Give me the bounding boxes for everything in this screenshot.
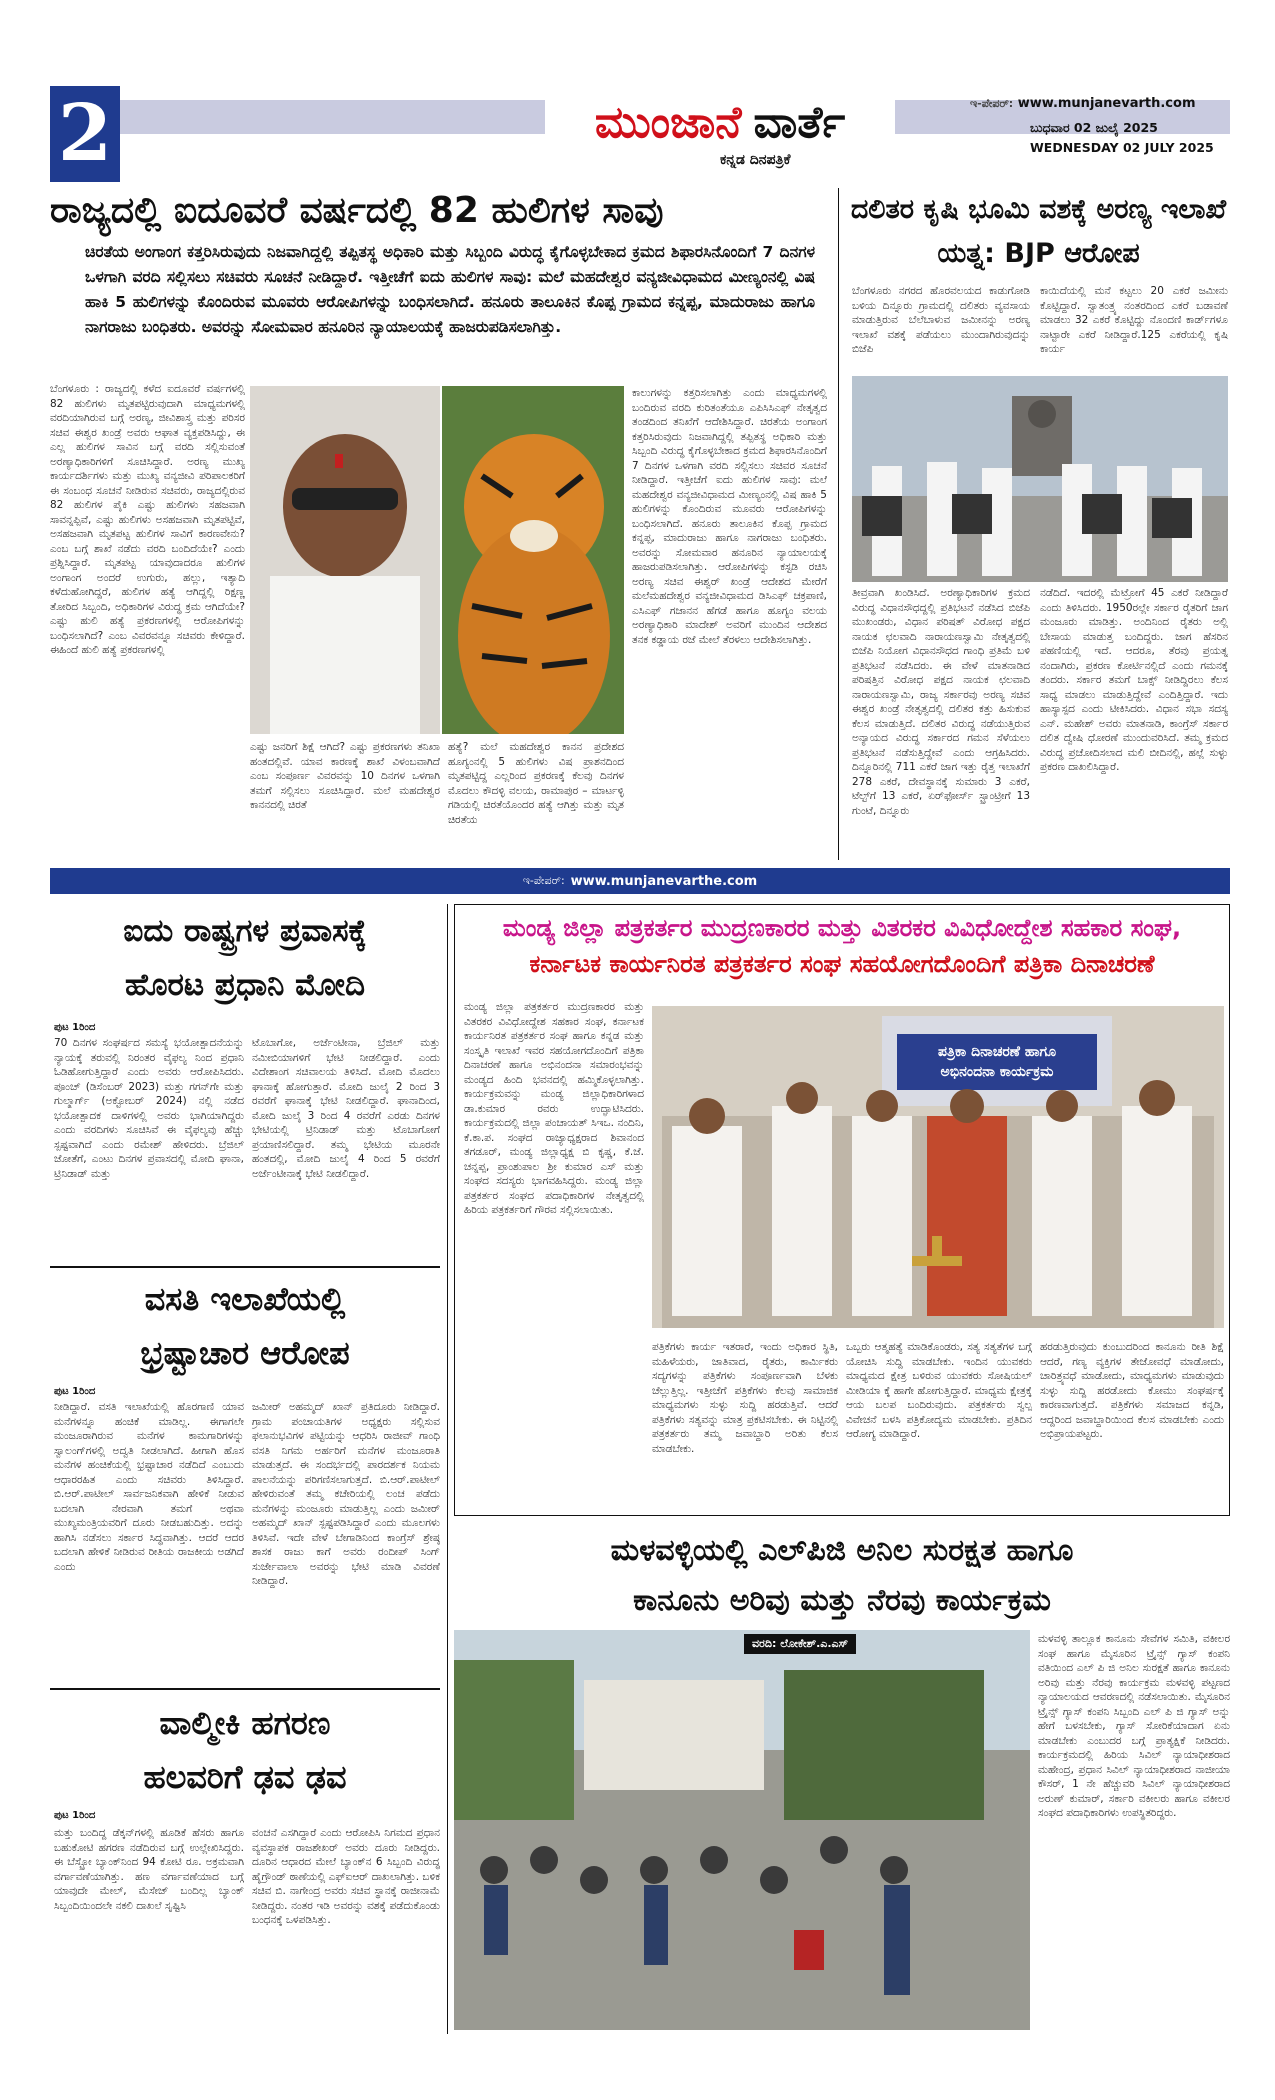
press-body-col-b: ಒಬ್ಬರು ಆತ್ಮಹತ್ಯೆ ಮಾಡಿಕೊಂಡರು, ಸತ್ಯ ಸತ್ಯತೆಗಳ ಬಗ್ಗೆ ಯೋಚಿಸಿ ಸುದ್ದಿ ಮಾಡಬೇಕು. ಇಂದಿನ ಯುವಕರು ಮಾಧ್ಯಮದ ಕ್ಷೇತ್ರ ಬಳಿರುವ ಯುವಕರು ಸೋಷಿಯಲ್ ಮೀಡಿಯಾ ಕ್ಕೆ ಹಾಗೇ ಹೋಗುತ್ತಿದ್ದಾರೆ. ಮಾಧ್ಯಮ ಕ್ಷೇತ್ರಕ್ಕೆ ಆಯ ಬಲಪ ಬಂದಿರುವುದು. ಪತ್ರಕರ್ತರು ಸ್ವಲ್ಪ ವಿವೇಚನೆ ಬಳಸಿ ಪತ್ರಿಕೋದ್ಯಮ ಮಾಡಬೇಕು. ಪ್ರತಿದಿನ ಆರೋಗ್ಯ ಮಾಡಿದ್ದಾರೆ.	[846, 1341, 1032, 1440]
rule-modi-bottom	[50, 1266, 440, 1268]
masthead-title	[545, 92, 895, 152]
press-headline-line2: ಕರ್ನಾಟಕ ಕಾರ್ಯನಿರತ ಪತ್ರಕರ್ತರ ಸಂಘ ಸಹಯೋಗದೊಂದಿಗೆ ಪತ್ರಿಕಾ ದಿನಾಚರಣೆ	[529, 950, 1155, 978]
modi-headline-line2: ಹೊರಟ ಪ್ರಧಾನಿ ಮೋದಿ	[124, 967, 366, 1003]
hostel-body-col1: ನೀಡಿದ್ದಾರೆ. ವಸತಿ ಇಲಾಖೆಯಲ್ಲಿ ಹೊರಗಾಣಿ ಯಾವ ಮನೆಗಳನ್ನೂ ಹಂಚಿಕೆ ಮಾಡಿಲ್ಲ. ಈಗಾಗಲೇ ಮಂಜೂರಾಗಿರುವ ಮನೆಗಳ ಕಾಮಗಾರಿಗಳನ್ನು ಸ್ವಾಲಂಗ್‌ಗಳಲ್ಲಿ ಅದ್ವತಿ ನೀಡಲಾಗಿದೆ. ಹೀಗಾಗಿ ಹೊಸ ಮನೆಗಳ ಹಂಚಿಕೆಯಲ್ಲಿ ಭ್ರಷ್ಟಾಚಾರ ನಡೆದಿದೆ ಎಂಬುದು ಆಧಾರರಹಿತ ಎಂದು ಸಚಿವರು ತಿಳಿಸಿದ್ದಾರೆ. ಬಿ.ಆರ್.ಪಾಟೀಲ್ ಸಾರ್ವಜನಿಕವಾಗಿ ಹೇಳಿಕೆ ನೀಡುವ ಬದಲಾಗಿ ನೇರವಾಗಿ ತಮಗೆ ಅಥವಾ ಮುಖ್ಯಮಂತ್ರಿಯವರಿಗೆ ದೂರು ನೀಡಬಹುದಿತ್ತು. ಅದನ್ನು ಹಾಗಿಸಿ ನಡೆಸಲು ಸರ್ಕಾರ ಸಿದ್ಧವಾಗಿತ್ತು. ಆದರೆ ಆದರ ಬದಲಾಗಿ ಹೇಳಿಕೆ ನೀಡಿರುವ ರೀತಿಯ ರಾಜಕೀಯ ಅಡಗಿದೆ ಎಂದು	[54, 1401, 244, 1573]
lpg-reporter-label: ವರದಿ: ಲೋಕೇಶ್.ಎ.ಎಸ್	[744, 1634, 856, 1654]
date-english: WEDNESDAY 02 JULY 2025	[1030, 140, 1214, 155]
lpg-headline	[454, 1526, 1230, 1626]
press-body-col-c: ಹರಡುತ್ತಿರುವುದು ಕುಂಬುದರಿಂದ ಕಾನೂನು ರೀತಿ ಶಿಕ್ಷೆ ಆದರೆ, ಗಣ್ಯ ವ್ಯಕ್ತಿಗಳ ತೇಜೋವಧೆ ಮಾಡೋದು, ಚಾರಿತ್ರ್ಯವಧೆ ಮಾಡೋದು, ಮಾಧ್ಯಮಗಳು ಮಾಡುವುದು ಸುಳ್ಳು ಸುದ್ದಿ ಹರಡೋದು ಕೋಮು ಸಂಘರ್ಷಕ್ಕೆ ಕಾರಣವಾಗುತ್ತದೆ. ಪತ್ರಿಕೆಗಳು ಸಮಾಜದ ಕನ್ನಡಿ, ಆದ್ದರಿಂದ ಜವಾಬ್ದಾರಿಯಿಂದ ಕೆಲಸ ಮಾಡಬೇಕು ಎಂದು ಅಭಿಪ್ರಾಯಪಟ್ಟರು.	[1040, 1341, 1224, 1440]
masthead-title-part1: ಮುಂಜಾನೆ	[594, 96, 742, 148]
hostel-headline	[50, 1272, 440, 1380]
modi-body-col1: 70 ದಿನಗಳ ಸಂಘರ್ಷದ ಸಮಸ್ಯೆ ಭಯೋತ್ಪಾದನೆಯನ್ನು ನ್ಯಾಯಕ್ಕೆ ತರುವಲ್ಲಿ ನಿರಂತರ ವೈಫಲ್ಯ ನಿಂದ ಪ್ರಧಾನಿ ಓಡಿಹೋಗುತ್ತಿದ್ದಾರೆ ಎಂದು ಅವರು ಆರೋಪಿಸಿದರು. ಪೂಂಚ್ (ಡಿಸೆಂಬರ್ 2023) ಮತ್ತು ಗಗನ್‌ಗೇ ಮತ್ತು ಗುಲ್ಮಾರ್ಗ್ (ಅಕ್ಟೋಬರ್ 2024) ನಲ್ಲಿ ನಡೆದ ಭಯೋತ್ಪಾದಕ ದಾಳಿಗಳಲ್ಲಿ ಅವರು ಭಾಗಿಯಾಗಿದ್ದರು ಎಂದು ವರದಿಗಳು ಸೂಚಿಸಿವೆ ಈ ವೈಫಲ್ಯವು ಹೆಚ್ಚು ಸ್ಪಷ್ಟವಾಗಿದೆ ಎಂದು ರಮೇಶ್ ಹೇಳಿದರು. ಬ್ರೆಜಿಲ್ ಜೋತೆಗೆ, ಎಂಟು ದಿನಗಳ ಪ್ರವಾಸದಲ್ಲಿ ಮೋದಿ ಘಾನಾ, ಟ್ರಿನಿಡಾಡ್ ಮತ್ತು	[54, 1037, 244, 1180]
bjp-body-col2-top: ಕಾಯಿದೆಯಲ್ಲಿ ಮನೆ ಕಟ್ಟಲು 20 ಎಕರೆ ಜಮೀನು ಕೊಟ್ಟಿದ್ದಾರೆ. ಸ್ವಾತಂತ್ರ್ಯ ನಂತರದಿಂದ ಎಕರೆ ಬಡಾವಣೆ ಮಾಡಲು 32 ಎಕರೆ ಕೊಟ್ಟಿದ್ದು ನೊಂದಣಿ ಕಾರ್ಡ್‌ಗಳೂ ನಾಟ್ಟಾರೇ ಎಕರೆ ನೀಡಿದ್ದಾರೆ.125 ಎಕರೆಯಲ್ಲಿ ಕೃಷಿ ಕಾರ್ಯ	[1040, 285, 1228, 355]
divider-label: ಇ-ಪೇಪರ್:	[522, 874, 565, 887]
press-headline	[460, 910, 1224, 982]
hostel-headline-line2: ಭ್ರಷ್ಟಾಚಾರ ಆರೋಪ	[140, 1334, 350, 1372]
page-number: 2	[57, 88, 113, 179]
hostel-source: ಪುಟ 1ರಿಂದ	[54, 1386, 96, 1397]
tiger-body-col1: ಬೆಂಗಳೂರು : ರಾಜ್ಯದಲ್ಲಿ ಕಳೆದ ಐದೂವರೆ ವರ್ಷಗಳಲ್ಲಿ 82 ಹುಲಿಗಳು ಮೃತಪಟ್ಟಿರುವುದಾಗಿ ಮಾಧ್ಯಮಗಳಲ್ಲಿ ವರದಿಯಾಗಿರುವ ಬಗ್ಗೆ ಅರಣ್ಯ, ಜೀವಿಶಾಸ್ತ್ರ ಮತ್ತು ಪರಿಸರ ಸಚಿವ ಈಶ್ವರ ಖಂಡ್ರೆ ಅವರು ಆಘಾತ ವ್ಯಕ್ತಪಡಿಸಿದ್ದು, ಈ ಎಲ್ಲ ಹುಲಿಗಳ ಸಾವಿನ ಬಗ್ಗೆ ವರದಿ ಸಲ್ಲಿಸುವಂತೆ ಅರಣ್ಯಾಧಿಕಾರಿಗಳಿಗೆ ಸೂಚಿಸಿದ್ದಾರೆ. ಅರಣ್ಯ ಮುಖ್ಯ ಕಾರ್ಯದರ್ಶಿಗಳು ಮತ್ತು ಮುಖ್ಯ ವನ್ಯಜೀವಿ ಪರಿಪಾಲಕರಿಗೆ ಈ ಸಂಬಂಧ ಸೂಚನೆ ನೀಡಿರುವ ಸಚಿವರು, ರಾಜ್ಯದಲ್ಲಿರುವ 82 ಹುಲಿಗಳ ಪೈಕಿ ಎಷ್ಟು ಹುಲಿಗಳು ಸಹಜವಾಗಿ ಸಾವನ್ನಪ್ಪಿವೆ, ಎಷ್ಟು ಹುಲಿಗಳು ಅಸಹಜವಾಗಿ ಮೃತಪಟ್ಟಿವೆ, ಅಸಹಜವಾಗಿ ಮೃತಪಟ್ಟ ಹುಲಿಗಳ ಸಾವಿಗೆ ಕಾರಣವೇನು? ಎಂಬ ಬಗ್ಗೆ ಶಾಖೆ ನಡೆದು ವರದಿ ಬಂದಿದೆಯೇ? ಎಂದು ಪ್ರಶ್ನಿಸಿದ್ದಾರೆ. ಮೃತಪಟ್ಟ ಯಾವುದಾದರೂ ಹುಲಿಗಳ ಅಂಗಾಂಗ ಅಂದರೆ ಉಗುರು, ಹಲ್ಲು, ಇತ್ಯಾದಿ ಕಳೆದುಹೋಗಿದ್ದರೆ, ಹುಲಿಗಳ ಹತ್ಯೆ ಆಗಿದ್ದಲ್ಲಿ ರಿಕ್ಷಣ್ಣ ತೋರಿದ ಸಿಬ್ಬಂದಿ, ಅಧಿಕಾರಿಗಳ ವಿರುದ್ಧ ಕ್ರಮ ಆಗಿದೆಯೇ? ಎಷ್ಟು ಹುಲಿ ಹತ್ಯೆ ಪ್ರಕರಣಗಳಲ್ಲಿ ಆರೋಪಿಗಳನ್ನು ಬಂಧಿಸಲಾಗಿದೆ? ಎಂಬ ವಿವರವನ್ನೂ ಸಚಿವರು ಕೇಳಿದ್ದಾರೆ. ಈಹಿಂದೆ ಹುಲಿ ಹತ್ಯೆ ಪ್ರಕರಣಗಳಲ್ಲಿ	[50, 383, 245, 656]
bjp-headline: ದಲಿತರ ಕೃಷಿ ಭೂಮಿ ವಶಕ್ಕೆ ಅರಣ್ಯ ಇಲಾಖೆ ಯತ್ನ: BJP ಆರೋಪ	[850, 194, 1227, 269]
bjp-body-col1-top: ಬೆಂಗಳೂರು ನಗರದ ಹೊರವಲಯದ ಕಾಡುಗೋಡಿ ಬಳಿಯ ದಿನ್ನೂರು ಗ್ರಾಮದಲ್ಲಿ ದಲಿತರು ವ್ಯವಸಾಯ ಮಾಡುತ್ತಿರುವ ಬೆಲೆಬಾಳುವ ಜಮೀನನ್ನು ಅರಣ್ಯ ಇಲಾಖೆ ವಶಕ್ಕೆ ಪಡೆಯಲು ಮುಂದಾಗಿರುವುದನ್ನು ಬಿಜೆಪಿ	[852, 285, 1030, 355]
tiger-body-col3: ಹತ್ಯೆ? ಮಲೆ ಮಹದೇಶ್ವರ ಕಾನನ ಪ್ರದೇಶದ ಹೂಗ್ಯಂನಲ್ಲಿ 5 ಹುಲಿಗಳು ವಿಷ ಪ್ರಾಶನದಿಂದ ಮೃತಪಟ್ಟಿದ್ದ ಎಲ್ಲರಿಂದ ಪ್ರಕರಣಕ್ಕೆ ಕೆಲವು ದಿನಗಳ ಮೊದಲು ಕೌದಳ್ಳಿ ವಲಯ, ರಾಮಾಪುರ – ಮಾರ್ಟಳ್ಳಿ ಗಡಿಯಲ್ಲಿ ಚಿರತೆಯೊಂದರ ಹತ್ಯೆ ಆಗಿತ್ತು ಮತ್ತು ಮೃತ ಚಿರತೆಯ	[448, 741, 624, 826]
column-rule-vertical	[838, 188, 839, 860]
lpg-body: ಮಳವಳ್ಳಿ ತಾಲ್ಲೂಕ ಕಾನೂನು ಸೇವೆಗಳ ಸಮಿತಿ, ವಕೀಲರ ಸಂಘ ಹಾಗೂ ಮೈಸೂರಿನ ಟ್ರೈನ್ಸ್ ಗ್ಯಾಸ್ ಕಂಪನಿ ವತಿಯಿಂದ ಎಲ್ ಪಿ ಜಿ ಅನಿಲ ಸುರಕ್ಷತೆ ಹಾಗೂ ಕಾನೂನು ಅರಿವು ಮತ್ತು ನೆರವು ಕಾರ್ಯಕ್ರಮ ಮಳವಳ್ಳಿ ಪಟ್ಟಣದ ನ್ಯಾಯಾಲಯದ ಆವರಣದಲ್ಲಿ ನಡೆಸಲಾಯಿತು. ಮೈಸೂರಿನ ಟ್ರೈನ್ಸ್ ಗ್ಯಾಸ್ ಕಂಪನಿ ಸಿಬ್ಬಂದಿ ಎಲ್ ಪಿ ಜಿ ಗ್ಯಾಸ್ ಅನ್ನು ಹೇಗೆ ಬಳಸಬೇಕು, ಗ್ಯಾಸ್ ಸೋರಿಕೆಯಾದಾಗ ಏನು ಮಾಡಬೇಕು ಎಂಬುದರ ಬಗ್ಗೆ ಪ್ರಾತ್ಯಕ್ಷಿಕೆ ನೀಡಿದರು. ಕಾರ್ಯಕ್ರಮದಲ್ಲಿ ಹಿರಿಯ ಸಿವಿಲ್ ನ್ಯಾಯಾಧೀಶರಾದ ಮಹೇಂದ್ರ, ಪ್ರಧಾನ ಸಿವಿಲ್ ನ್ಯಾಯಾಧೀಶರಾದ ನಾಜೀಯಾ ಕೌಸರ್, 1 ನೇ ಹೆಚ್ಚುವರಿ ಸಿವಿಲ್ ನ್ಯಾಯಾಧೀಶರಾದ ಅರುಣ್ ಕುಮಾರ್, ಸರ್ಕಾರಿ ವಕೀಲರು ಹಾಗೂ ವಕೀಲರ ಸಂಘದ ಪದಾಧಿಕಾರಿಗಳು ಉಪಸ್ಥಿತರಿದ್ದರು.	[1038, 1633, 1230, 1819]
tiger-photo	[442, 386, 624, 734]
modi-headline-line1: ಐದು ರಾಷ್ಟ್ರಗಳ ಪ್ರವಾಸಕ್ಕೆ	[123, 913, 367, 949]
tiger-headline: ರಾಜ್ಯದಲ್ಲಿ ಐದೂವರೆ ವರ್ಷದಲ್ಲಿ 82 ಹುಲಿಗಳ ಸಾವು	[50, 190, 664, 231]
lpg-event-photo	[454, 1630, 1030, 2030]
epaper-divider	[50, 868, 1230, 894]
valmiki-headline-line2: ಹಲವರಿಗೆ ಢವ ಢವ	[143, 1758, 347, 1796]
press-banner-text	[897, 1034, 1097, 1090]
masthead-subtitle: ಕನ್ನಡ ದಿನಪತ್ರಿಕೆ	[720, 152, 791, 168]
hostel-headline-line1: ವಸತಿ ಇಲಾಖೆಯಲ್ಲಿ	[144, 1280, 346, 1318]
protest-photo	[852, 376, 1228, 582]
press-banner-line1: ಪತ್ರಿಕಾ ದಿನಾಚರಣೆ ಹಾಗೂ	[937, 1044, 1057, 1060]
tiger-body-col4: ಕಾಲುಗಳನ್ನು ಕತ್ತರಿಸಲಾಗಿತ್ತು ಎಂದು ಮಾಧ್ಯಮಗಳಲ್ಲಿ ಬಂದಿರುವ ವರದಿ ಕುರಿತಂತೆಯೂ ಎಪಿಸಿಸಿಎಫ್ ನೇತೃತ್ವದ ತಂಡದಿಂದ ತನಿಖೆಗೆ ಆದೇಶಿಸಿದ್ದಾರೆ. ಚಿರತೆಯ ಅಂಗಾಂಗ ಕತ್ತರಿಸಿರುವುದು ನಿಜವಾಗಿದ್ದಲ್ಲಿ ತಪ್ಪಿತಸ್ಥ ಅಧಿಕಾರಿ ಮತ್ತು ಸಿಬ್ಬಂದಿ ವಿರುದ್ಧ ಕೈಗೊಳ್ಳಬೇಕಾದ ಕ್ರಮದ ಶಿಫಾರಸಿನೊಂದಿಗೆ 7 ದಿನಗಳ ಒಳಗಾಗಿ ವರದಿ ಸಲ್ಲಿಸಲು ಸಚಿವರ ಸೂಚನೆ ನೀಡಿದ್ದಾರೆ. ಇತ್ತೀಚೆಗೆ ಐದು ಹುಲಿಗಳ ಸಾವು: ಮಲೆ ಮಹದೇಶ್ವರ ವನ್ಯಜೀವಿಧಾಮದ ಮೀಣ್ಯಂನಲ್ಲಿ ವಿಷ ಹಾಕಿ 5 ಹುಲಿಗಳನ್ನು ಕೊಂದಿರುವ ಮೂವರು ಆರೋಪಿಗಳನ್ನು ಬಂಧಿಸಲಾಗಿದೆ. ಹನೂರು ತಾಲೂಕಿನ ಕೊಪ್ಪ ಗ್ರಾಮದ ಕನ್ನಪ್ಪ, ಮಾದುರಾಜು ಹಾಗೂ ನಾಗರಾಜು ಬಂಧಿತರು. ಅವರನ್ನು ಸೋಮವಾರ ಹನೂರಿನ ನ್ಯಾಯಾಲಯಕ್ಕೆ ಹಾಜರುಪಡಿಸಲಾಗಿತ್ತು. ಆರೋಪಿಗಳನ್ನು ಕಸ್ಟಡಿ ರಚಿಸಿ ಅರಣ್ಯ ಸಚಿವ ಈಶ್ವರ್ ಖಂಡ್ರೆ ಆದೇಶದ ಮೇರೆಗೆ ಮಲೆಮಹದೇಶ್ವರ ವನ್ಯಜೀವಿಧಾಮದ ಡಿಸಿಎಫ್ ಚಕ್ರಪಾಣಿ, ಎಸಿಎಫ್ ಗಜಾನನ ಹೆಗಡೆ ಹಾಗೂ ಹೂಗ್ಯಂ ವಲಯ ಅರಣ್ಯಾಧಿಕಾರಿ ಮಾದೇಶ್ ಅವರಿಗೆ ಮುಂದಿನ ಆದೇಶದ ತನಕ ಕಡ್ಡಾಯ ರಜೆ ಮೇಲೆ ತೆರಳಲು ಆದೇಶಿಸಲಾಗಿತ್ತು.	[632, 387, 827, 646]
tiger-summary: ಚಿರತೆಯ ಅಂಗಾಂಗ ಕತ್ತರಿಸಿರುವುದು ನಿಜವಾಗಿದ್ದಲ್ಲಿ ತಪ್ಪಿತಸ್ಥ ಅಧಿಕಾರಿ ಮತ್ತು ಸಿಬ್ಬಂದಿ ವಿರುದ್ಧ ಕೈಗೊಳ್ಳಬೇಕಾದ ಕ್ರಮದ ಶಿಫಾರಸಿನೊಂದಿಗೆ 7 ದಿನಗಳ ಒಳಗಾಗಿ ವರದಿ ಸಲ್ಲಿಸಲು ಸಚಿವರು ಸೂಚನೆ ನೀಡಿದ್ದಾರೆ. ಇತ್ತೀಚೆಗೆ ಐದು ಹುಲಿಗಳ ಸಾವು: ಮಲೆ ಮಹದೇಶ್ವರ ವನ್ಯಜೀವಿಧಾಮದ ಮೀಣ್ಯಂನಲ್ಲಿ ವಿಷ ಹಾಕಿ 5 ಹುಲಿಗಳನ್ನು ಕೊಂದಿರುವ ಮೂವರು ಆರೋಪಿಗಳನ್ನು ಬಂಧಿಸಲಾಗಿದೆ. ಹನೂರು ತಾಲೂಕಿನ ಕೊಪ್ಪ ಗ್ರಾಮದ ಕನ್ನಪ್ಪ, ಮಾದುರಾಜು ಹಾಗೂ ನಾಗರಾಜು ಬಂಧಿತರು. ಅವರನ್ನು ಸೋಮವಾರ ಹನೂರಿನ ನ್ಯಾಯಾಲಯಕ್ಕೆ ಹಾಜರುಪಡಿಸಲಾಗಿತ್ತು.	[85, 243, 815, 336]
hostel-body-col2: ಜಮೀರ್ ಅಹಮ್ಮದ್ ಖಾನ್ ಪ್ರತಿದೂರು ನೀಡಿದ್ದಾರೆ. ಗ್ರಾಮ ಪಂಚಾಯತಿಗಳ ಅಧ್ಯಕ್ಷರು ಸಲ್ಲಿಸುವ ಫಲಾನುಭವಿಗಳ ಪಟ್ಟಿಯನ್ನು ಆಧರಿಸಿ ರಾಜೀವ್ ಗಾಂಧಿ ವಸತಿ ನಿಗಮ ಅರ್ಹರಿಗೆ ಮನೆಗಳ ಮಂಜೂರಾತಿ ಮಾಡುತ್ತದೆ. ಈ ಸಂದರ್ಭದಲ್ಲಿ ಪಾರದರ್ಶಕ ನಿಯಮ ಪಾಲನೆಯನ್ನು ಪರಿಗಣಿಸಲಾಗುತ್ತದೆ. ಬಿ.ಆರ್.ಪಾಟೀಲ್ ಹೇಳಿರುವಂತೆ ತಮ್ಮ ಕಚೇರಿಯಲ್ಲಿ ಲಂಚ ಪಡೆದು ಮನೆಗಳನ್ನು ಮಂಜೂರು ಮಾಡುತ್ತಿಲ್ಲ ಎಂದು ಜಮೀರ್ ಅಹಮ್ಮದ್ ಖಾನ್ ಸ್ಪಷ್ಟಪಡಿಸಿದ್ದಾರೆ ಎಂದು ಮೂಲಗಳು ತಿಳಿಸಿವೆ. ಇದೇ ವೇಳೆ ಬೇಗಾಡಿನಿಂದ ಕಾಂಗ್ರೆಸ್ ಶ್ರೇಷ್ಠ ಶಾಸಕ ರಾಜು ಕಾಗೆ ಅವರು ರಂದೀಪ್ ಸಿಂಗ್ ಸುರ್ಜೇವಾಲಾ ಅವರನ್ನು ಭೇಟಿ ಮಾಡಿ ವಿವರಣೆ ನೀಡಿದ್ದಾರೆ.	[252, 1401, 440, 1587]
valmiki-source: ಪುಟ 1ರಿಂದ	[54, 1810, 96, 1821]
masthead-title-part2: ವಾರ್ತೆ	[753, 96, 846, 148]
divider-url[interactable]: www.munjanevarthe.com	[570, 873, 758, 889]
bjp-body-col1-bottom: ತೀವ್ರವಾಗಿ ಖಂಡಿಸಿದೆ. ಅರಣ್ಯಾಧಿಕಾರಿಗಳ ಕ್ರಮದ ವಿರುದ್ಧ ವಿಧಾನಸೌಧದ್ದಲ್ಲಿ ಪ್ರತಿಭಟನೆ ನಡೆಸಿದ ಬಿಜೆಪಿ ಮುಖಂಡರು, ವಿಧಾನ ಪರಿಷತ್ ವಿರೋಧ ಪಕ್ಷದ ನಾಯಕ ಛಲವಾದಿ ನಾರಾಯಣಸ್ವಾಮಿ ನೇತೃತ್ವದಲ್ಲಿ ಬಿಜೆಪಿ ನಿಯೋಗ ವಿಧಾನಸೌಧದ ಗಾಂಧಿ ಪ್ರತಿಮೆ ಬಳಿ ಪ್ರತಿಭಟನೆ ನಡೆಸಿದರು. ಈ ವೇಳೆ ಮಾತನಾಡಿದ ಪರಿಷತ್ತಿನ ವಿರೋಧ ಪಕ್ಷದ ನಾಯಕ ಛಲವಾದಿ ನಾರಾಯಣಸ್ವಾಮಿ, ರಾಜ್ಯ ಸರ್ಕಾರವು ಅರಣ್ಯ ಸಚಿವ ಈಶ್ವರ ಖಂಡ್ರೆ ನೇತೃತ್ವದಲ್ಲಿ ದಲಿತರ ಕತ್ತು ಹಿಸುಕುವ ಕೆಲಸ ಮಾಡುತ್ತಿದೆ. ದಲಿತರ ವಿರುದ್ಧ ನಡೆಯುತ್ತಿರುವ ಅನ್ಯಾಯದ ವಿರುದ್ಧ ಸರ್ಕಾರದ ಗಮನ ಸೆಳೆಯಲು ಪ್ರತಿಭಟನೆ ನಡೆಸುತ್ತಿದ್ದೇವೆ ಎಂದು ಆಗ್ರಹಿಸಿದರು. ದಿನ್ನೂರಿನಲ್ಲಿ 711 ಎಕರೆ ಜಾಗ ಇತ್ತು ರೈತ್ತ ಇಲಾಖೆಗೆ 278 ಎಕರೆ, ದೇವಸ್ಥಾನಕ್ಕೆ ಸುಮಾರು 3 ಎಕರೆ, ಟೆಲ್ಟ್‌ಗೆ 13 ಎಕರೆ, ಏರ್‌ಫೋರ್ಸ್ ಸ್ಟ್ರಾಂಟ್ರೀಗೆ 13 ಗುಂಟೆ, ದಿನ್ನೂರು	[852, 587, 1030, 817]
epaper-link[interactable]: ಇ-ಪೇಪರ್: www.munjanevarth.com	[970, 96, 1196, 111]
press-body-left: ಮಂಡ್ಯ ಜಿಲ್ಲಾ ಪತ್ರಕರ್ತರ ಮುದ್ರಣಕಾರರ ಮತ್ತು ವಿತರಕರ ವಿವಿಧೋದ್ದೇಶ ಸಹಕಾರ ಸಂಘ, ಕರ್ನಾಟಕ ಕಾರ್ಯನಿರತ ಪತ್ರಕರ್ತರ ಸಂಘ ಹಾಗೂ ಕನ್ನಡ ಮತ್ತು ಸಂಸ್ಕೃತಿ ಇಲಾಖೆ ಇವರ ಸಹಯೋಗದೊಂದಿಗೆ ಪತ್ರಿಕಾ ದಿನಾಚರಣೆ ಹಾಗೂ ಅಭಿನಂದನಾ ಸಮಾರಂಭವನ್ನು ಮಂಡ್ಯದ ಹಿಂದಿ ಭವನದಲ್ಲಿ ಹಮ್ಮಿಕೊಳ್ಳಲಾಗಿತ್ತು. ಕಾರ್ಯಕ್ರಮವನ್ನು ಮಂಡ್ಯ ಜಿಲ್ಲಾಧಿಕಾರಿಗಳಾದ ಡಾ.ಕುಮಾರ ರವರು ಉದ್ಘಾಟಿಸಿದರು. ಕಾರ್ಯಕ್ರಮದಲ್ಲಿ ಜಿಲ್ಲಾ ಪಂಚಾಯತ್ ಸಿಇಒ. ನಂದಿನಿ, ಕೆ.ಕಾ.ಪ. ಸಂಘದ ರಾಜ್ಯಾಧ್ಯಕ್ಷರಾದ ಶಿವಾನಂದ ತಗಡೂರ್, ಮಂಡ್ಯ ಜಿಲ್ಲಾಧ್ಯಕ್ಷ ಬಿ ಕೃಷ್ಣ, ಕೆ.ಜೆ. ಚನ್ನಪ್ಪ, ಪ್ರಾಂಶುಪಾಲ ಶ್ರೀ ಕುಮಾರ ಎಸ್ ಮತ್ತು ಸಂಘದ ಸದಸ್ಯರು ಭಾಗವಹಿಸಿದ್ದರು. ಮಂಡ್ಯ ಜಿಲ್ಲಾ ಪತ್ರಕರ್ತರ ಸಂಘದ ಪದಾಧಿಕಾರಿಗಳ ನೇತೃತ್ವದಲ್ಲಿ ಹಿರಿಯ ಪತ್ರಕರ್ತರಿಗೆ ಗೌರವ ಸಲ್ಲಿಸಲಾಯಿತು.	[464, 1001, 644, 1216]
minister-photo	[250, 386, 440, 734]
press-event-photo	[652, 1006, 1224, 1328]
page-number-box	[50, 86, 120, 182]
modi-source: ಪುಟ 1ರಿಂದ	[54, 1022, 96, 1033]
date-kannada: ಬುಧವಾರ 02 ಜುಲೈ 2025	[1030, 120, 1158, 135]
lpg-headline-line1: ಮಳವಳ್ಳಿಯಲ್ಲಿ ಎಲ್‌ಪಿಜಿ ಅನಿಲ ಸುರಕ್ಷತ ಹಾಗೂ	[610, 1533, 1074, 1568]
modi-body-col2: ಟೊಬಾಗೋ, ಅರ್ಜೆಂಟೀನಾ, ಬ್ರೆಜಿಲ್ ಮತ್ತು ನಮೀಬಿಯಾಗಳಿಗೆ ಭೇಟಿ ನೀಡಲಿದ್ದಾರೆ. ಎಂದು ವಿದೇಶಾಂಗ ಸಚಿವಾಲಯ ತಿಳಿಸಿದೆ. ಮೋದಿ ಮೊದಲು ಘಾನಾಕ್ಕೆ ಹೋಗುತ್ತಾರೆ. ಮೋದಿ ಜುಲೈ 2 ರಿಂದ 3 ರವರೆಗೆ ಘಾನಾಕ್ಕೆ ಭೇಟಿ ನೀಡಲಿದ್ದಾರೆ. ಘಾನಾದಿಂದ, ಮೋದಿ ಜುಲೈ 3 ರಿಂದ 4 ರವರೆಗೆ ಎರಡು ದಿನಗಳ ಭೇಟಿಯಲ್ಲಿ ಟ್ರಿನಿಡಾಡ್ ಮತ್ತು ಟೊಬಾಗೋಗೆ ಪ್ರಯಾಣಿಸಲಿದ್ದಾರೆ. ತಮ್ಮ ಭೇಟಿಯ ಮೂರನೇ ಹಂತದಲ್ಲಿ, ಮೋದಿ ಜುಲೈ 4 ರಿಂದ 5 ರವರೆಗೆ ಅರ್ಜೆಂಟೀನಾಕ್ಕೆ ಭೇಟಿ ನೀಡಲಿದ್ದಾರೆ.	[252, 1037, 440, 1180]
valmiki-headline-line1: ವಾಲ್ಮೀಕಿ ಹಗರಣ	[159, 1704, 331, 1742]
valmiki-body-col2: ವಂಚನೆ ಎಸಗಿದ್ದಾರೆ ಎಂದು ಆರೋಪಿಸಿ ನಿಗಮದ ಪ್ರಧಾನ ವ್ಯವಸ್ಥಾಪಕ ರಾಜಶೇಖರ್ ಅವರು ದೂರು ನೀಡಿದ್ದರು. ದೂರಿನ ಆಧಾರದ ಮೇಲೆ ಬ್ಯಾಂಕ್‌ನ 6 ಸಿಬ್ಬಂದಿ ವಿರುದ್ಧ ಹೈಗ್ರೌಂಡ್ ಠಾಣೆಯಲ್ಲಿ ಎಫ್‌ಐಆರ್ ದಾಖಲಾಗಿತ್ತು. ಬಳಿಕ ಸಚಿವ ಬಿ. ನಾಗೇಂದ್ರ ಅವರು ಸಚಿವ ಸ್ಥಾನಕ್ಕೆ ರಾಜೀನಾಮೆ ನೀಡಿದ್ದರು. ನಂತರ ಇಡಿ ಅವರನ್ನು ವಶಕ್ಕೆ ಪಡೆದುಕೊಂಡು ಬಂಧನಕ್ಕೆ ಒಳಪಡಿಸಿತ್ತು.	[252, 1827, 440, 1926]
bjp-body-col2-bottom: ನಡೆದಿದೆ. ಇದರಲ್ಲಿ ಮೆಟ್ರೋಗೆ 45 ಎಕರೆ ನೀಡಿದ್ದಾರೆ ಎಂದು ತಿಳಿಸಿದರು. 1950ರಲ್ಲೇ ಸರ್ಕಾರ ರೈತರಿಗೆ ಜಾಗ ಮಂಜೂರು ಮಾಡಿತ್ತು. ಅಂದಿನಿಂದ ರೈತರು ಅಲ್ಲಿ ಬೇಸಾಯ ಮಾಡುತ್ತ ಬಂದಿದ್ದರು. ಜಾಗ ಹೆಸರಿನ ಪಹಣಿಯಲ್ಲಿ ಇದೆ. ಆದರೂ, ತೆರವು ಪ್ರಯತ್ನ ನಂದಾಗಿರು, ಪ್ರಕರಣ ಕೋರ್ಟಿನಲ್ಲಿದೆ ಎಂದು ಗಮನಕ್ಕೆ ತಂದರು. ಸರ್ಕಾರ ತಮಗೆ ಬಾಕ್ಸ್ ನೀಡಿದ್ದಿರಲು ಕೆಲಸ ಸಾಧ್ಯ ಮಾಡಲು ಮಾಡುತ್ತಿದ್ದೇವೆ ಎಂದಿತ್ತಿದ್ದಾರೆ. ಇದು ಹಾಸ್ಯಾಸ್ಪದ ಎಂದು ಟೀಕಿಸಿದರು. ವಿಧಾನ ಸಭಾ ಸದಸ್ಯ ಎನ್. ಮಹೇಶ್ ಅವರು ಮಾತನಾಡಿ, ಕಾಂಗ್ರೆಸ್ ಸರ್ಕಾರ ದಲಿತ ದ್ವೇಷಿ ಧೋರಣೆ ಮುಂದುವರಿಸಿದೆ. ತಮ್ಮ ಕ್ರಮದ ವಿರುದ್ಧ ಪ್ರಚೋದಿಸಲಾದ ಮಲಿ ಬೀದಿನಲ್ಲಿ, ಹಲ್ಲೆ ಸುಳ್ಳು ಪ್ರಕರಣ ದಾಖಲಿಸಿದ್ದಾರೆ.	[1040, 587, 1228, 773]
tiger-body-col2: ಎಷ್ಟು ಜನರಿಗೆ ಶಿಕ್ಷೆ ಆಗಿದೆ? ಎಷ್ಟು ಪ್ರಕರಣಗಳು ತನಿಖಾ ಹಂತದಲ್ಲಿವೆ. ಯಾವ ಕಾರಣಕ್ಕೆ ಶಾಖೆ ವಿಳಂಬವಾಗಿದೆ ಎಂಬ ಸಂಪೂರ್ಣ ವಿವರವನ್ನು 10 ದಿನಗಳ ಒಳಗಾಗಿ ತಮಗೆ ಸಲ್ಲಿಸಲು ಸೂಚಿಸಿದ್ದಾರೆ. ಮಲೆ ಮಹದೇಶ್ವರ ಕಾನನದಲ್ಲಿ ಚಿರತೆ	[250, 741, 440, 811]
valmiki-body-col1: ಮತ್ತು ಬಂದಿದ್ದ ಡೆಕ್ಕನ್‌ಗಳಲ್ಲಿ ಹೂಡಿಕೆ ಹೆಸರು ಹಾಗೂ ಬಹುಕೋಟಿ ಹಗರಣ ನಡೆದಿರುವ ಬಗ್ಗೆ ಉಲ್ಲೇಖಿಸಿದ್ದರು. ಈ ಬೆಸ್ಟ್ರೋ ಬ್ಯಾಂಕ್‌ನಿಂದ 94 ಕೋಟಿ ರೂ. ಅಕ್ರಮವಾಗಿ ವರ್ಗಾವಣೆಯಾಗಿತ್ತು. ಹಣ ವರ್ಗಾವಣೆಯಾದ ಬಗ್ಗೆ ಯಾವುದೇ ಮೇಲ್, ಮೆಸೇಜ್ ಬಂದಿಲ್ಲ ಬ್ಯಾಂಕ್ ಸಿಬ್ಬಂದಿಯಿಂದಲೇ ನಕಲಿ ದಾಖಲೆ ಸೃಷ್ಟಿಸಿ	[54, 1827, 244, 1912]
column-rule-vertical-lower	[447, 904, 448, 2034]
press-banner-line2: ಅಭಿನಂದನಾ ಕಾರ್ಯಕ್ರಮ	[940, 1064, 1054, 1080]
lpg-headline-line2: ಕಾನೂನು ಅರಿವು ಮತ್ತು ನೆರವು ಕಾರ್ಯಕ್ರಮ	[633, 1583, 1051, 1618]
press-headline-line1: ಮಂಡ್ಯ ಜಿಲ್ಲಾ ಪತ್ರಕರ್ತರ ಮುದ್ರಣಕಾರರ ಮತ್ತು ವಿತರಕರ ವಿವಿಧೋದ್ದೇಶ ಸಹಕಾರ ಸಂಘ,	[502, 914, 1182, 942]
modi-headline	[50, 904, 440, 1012]
press-body-col-a: ಪತ್ರಿಕೆಗಳು ಕಾರ್ಯ ಇತರಾರೆ, ಇಂದು ಅಧಿಕಾರ ಸ್ಥಿತಿ, ಮಹಿಳೆಯರು, ಜಾತಿವಾದ, ರೈತರು, ಕಾರ್ಮಿಕರು ಸದ್ಯಗಳನ್ನು ಪತ್ರಿಕೆಗಳು ಸಂಪೂರ್ಣವಾಗಿ ಬೆಳಕು ಚೆಲ್ಲುತ್ತಿಲ್ಲ. ಇತ್ತೀಚೆಗೆ ಪತ್ರಿಕೆಗಳು ಕೆಲವು ಸಾಮಾಜಿಕ ಮಾಧ್ಯಮಗಳು ಸುಳ್ಳು ಸುದ್ದಿ ಹರಡುತ್ತಿವೆ. ಆದರೆ ಪತ್ರಿಕೆಗಳು ಸತ್ಯವನ್ನು ಮಾತ್ರ ಪ್ರಕಟಿಸಬೇಕು. ಈ ನಿಟ್ಟಿನಲ್ಲಿ ಪತ್ರಕರ್ತರು ತಮ್ಮ ಜವಾಬ್ದಾರಿ ಅರಿತು ಕೆಲಸ ಮಾಡಬೇಕು.	[652, 1341, 838, 1455]
valmiki-headline	[50, 1696, 440, 1804]
rule-hostel-bottom	[50, 1688, 440, 1690]
